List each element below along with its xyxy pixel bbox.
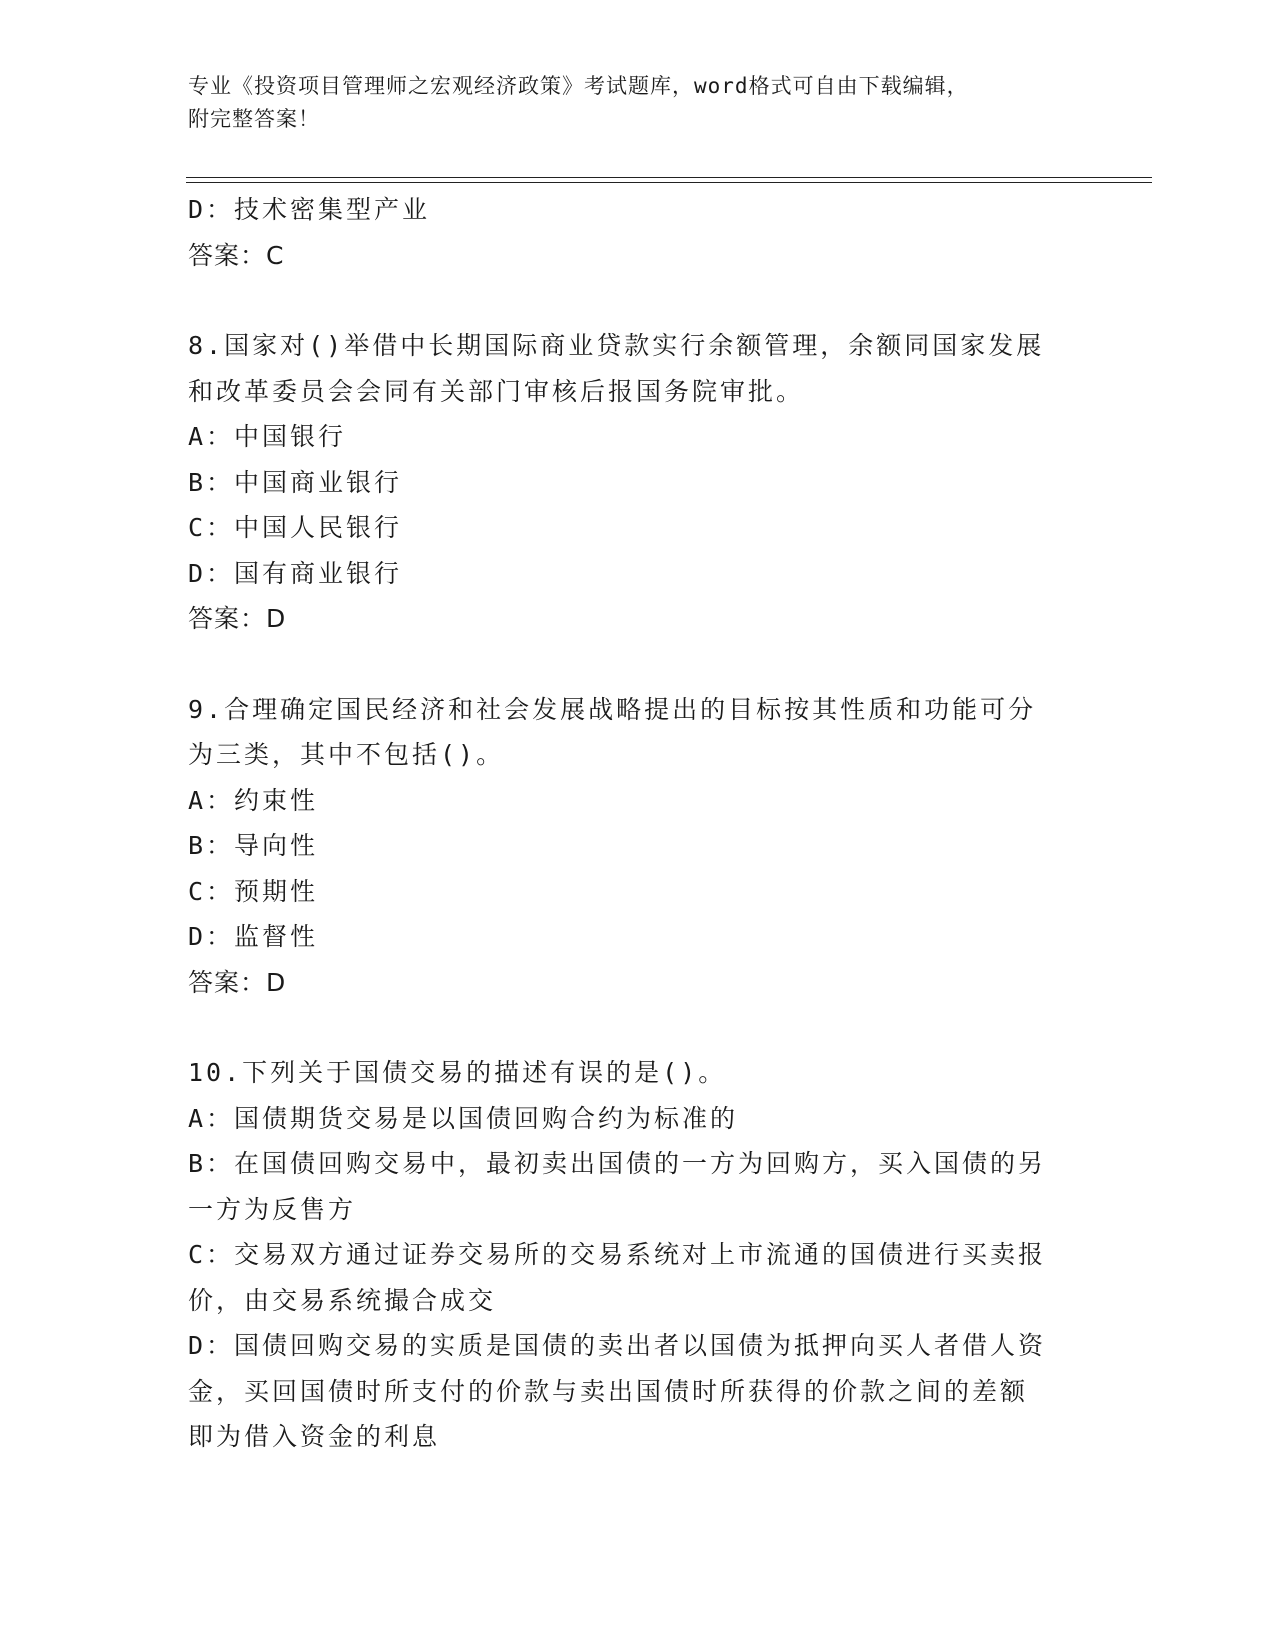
question-9-option-a: A：约束性 (188, 785, 319, 815)
header-divider-top (186, 177, 1152, 178)
question-8-stem-line-1: 8.国家对()举借中长期国际商业贷款实行余额管理，余额同国家发展 (188, 331, 1045, 360)
header-line-2: 附完整答案！ (188, 107, 320, 131)
question-9-stem-line-1: 9.合理确定国民经济和社会发展战略提出的目标按其性质和功能可分 (188, 694, 1037, 724)
question-8-option-b: B：中国商业银行 (188, 467, 403, 497)
question-10-option-c-line-1: C：交易双方通过证券交易所的交易系统对上市流通的国债进行买卖报 (188, 1240, 1047, 1269)
question-10 (188, 1050, 1088, 1460)
question-9-option-b: B：导向性 (188, 831, 319, 860)
spacer (188, 278, 1088, 323)
question-8-answer: 答案：D (188, 604, 287, 633)
prev-option-d: D：技术密集型产业 (188, 195, 431, 224)
document-header (188, 70, 1068, 136)
question-10-option-d-line-1: D：国债回购交易的实质是国债的卖出者以国债为抵押向买人者借人资 (188, 1331, 1047, 1360)
question-9-option-c: C：预期性 (188, 876, 319, 906)
question-8-option-d: D：国有商业银行 (188, 558, 403, 588)
question-10-option-d-line-2: 金，买回国债时所支付的价款与卖出国债时所获得的价款之间的差额 (188, 1376, 1029, 1406)
header-line-1: 专业《投资项目管理师之宏观经济政策》考试题库，word格式可自由下载编辑， (188, 74, 969, 98)
question-9-answer: 答案：D (188, 967, 287, 997)
question-10-option-b-line-1: B：在国债回购交易中，最初卖出国债的一方为回购方，买入国债的另 (188, 1149, 1047, 1178)
question-10-option-d-line-3: 即为借入资金的利息 (188, 1422, 441, 1451)
question-8-option-a: A：中国银行 (188, 422, 347, 451)
question-8-stem-line-2: 和改革委员会会同有关部门审核后报国务院审批。 (188, 376, 805, 406)
question-9-option-d: D：监督性 (188, 922, 319, 951)
prev-answer: 答案：C (188, 240, 285, 270)
question-10-stem-line-1: 10.下列关于国债交易的描述有误的是()。 (188, 1058, 727, 1087)
question-10-option-b-line-2: 一方为反售方 (188, 1194, 357, 1224)
spacer (188, 1005, 1088, 1050)
header-divider-bottom (186, 182, 1152, 183)
question-8 (188, 323, 1088, 642)
question-content (188, 187, 1088, 1460)
question-9 (188, 687, 1088, 1006)
question-8-option-c: C：中国人民银行 (188, 513, 403, 542)
spacer (188, 642, 1088, 687)
question-10-option-c-line-2: 价，由交易系统撮合成交 (188, 1285, 497, 1315)
question-9-stem-line-2: 为三类，其中不包括()。 (188, 740, 505, 769)
question-10-option-a: A：国债期货交易是以国债回购合约为标准的 (188, 1103, 739, 1133)
